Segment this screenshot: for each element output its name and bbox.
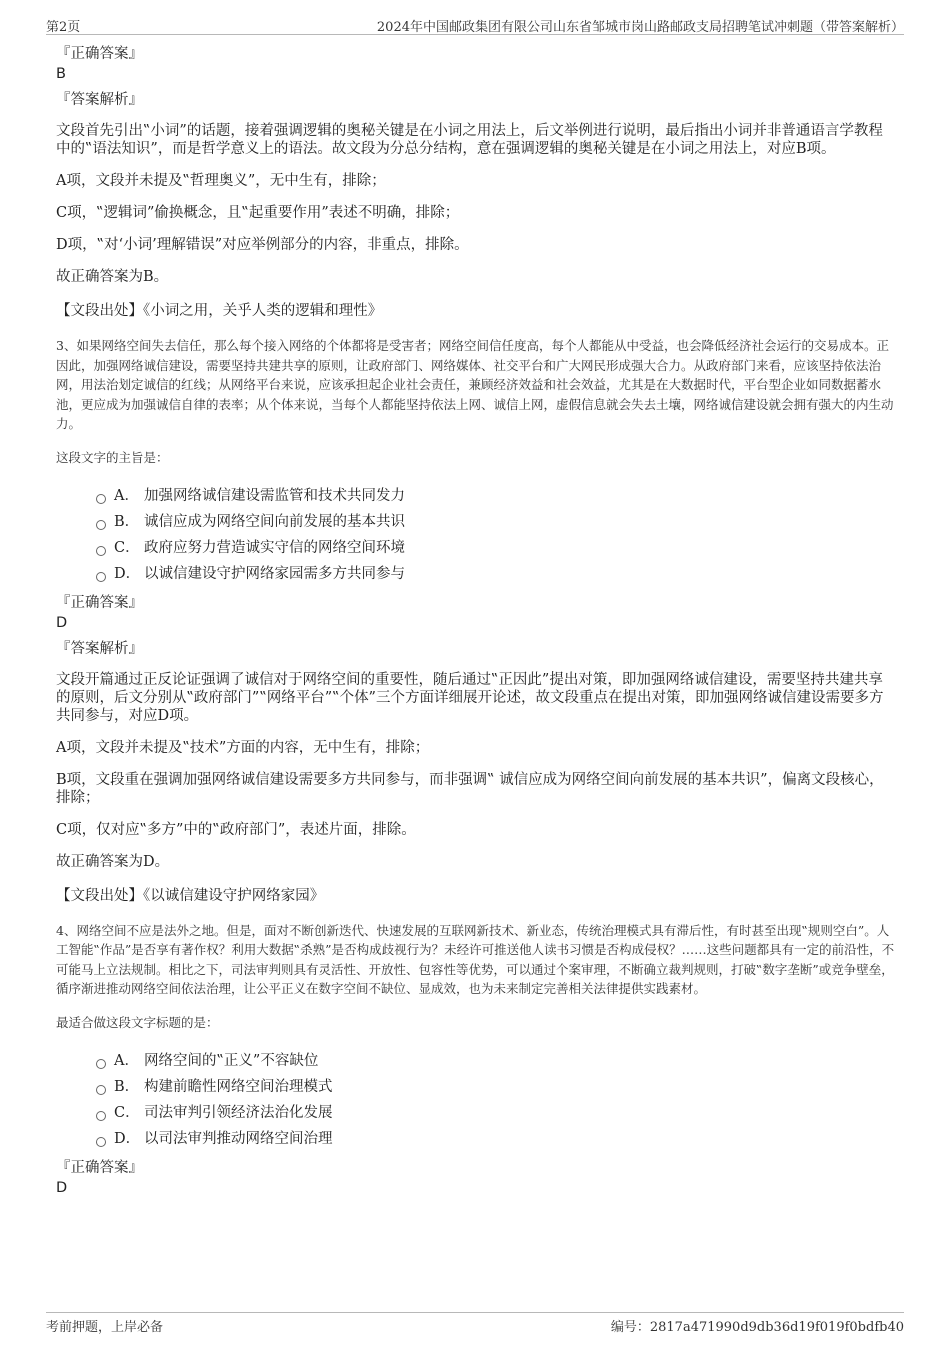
document-id: 编号：2817a471990d9db36d19f019f0bdfb40 (610, 1320, 904, 1335)
q3-analysis-paragraph: C项，仅对应‟多方”中的‟政府部门”，表述片面，排除。 (56, 821, 416, 838)
option-letter: C． (114, 539, 140, 556)
option-text: 加强网络诚信建设需监管和技术共同发力 (144, 487, 405, 504)
radio-icon[interactable] (96, 1085, 106, 1095)
option-letter: B． (114, 513, 140, 530)
q4-option-d[interactable] (96, 1126, 896, 1152)
page-footer (46, 1312, 904, 1335)
q2-analysis-paragraph: C项，‟逻辑词”偷换概念，且‟起重要作用”表述不明确，排除； (56, 205, 460, 221)
q3-analysis-paragraph: 故正确答案为D。 (56, 853, 170, 870)
radio-icon[interactable] (96, 1137, 106, 1147)
radio-icon[interactable] (96, 572, 106, 582)
q2-source: 【文段出处】《小词之用，关乎人类的逻辑和理性》 (56, 303, 383, 319)
q3-analysis-paragraph: 文段开篇通过正反论证强调了诚信对于网络空间的重要性，随后通过‟正因此”提出对策，即加强网络诚信建设，需要坚持共建共享的原则，后文分别从‟政府部门”‟网络平台”‟个体”三个方面详细展开论述，故文段重点在提出对策，即加强网络诚信建设需要多方共同参与，对应D项。 (56, 671, 884, 724)
radio-icon[interactable] (96, 494, 106, 504)
q4-prompt: 最适合做这段文字标题的是： (56, 1014, 219, 1030)
q3-option-c[interactable] (96, 535, 896, 561)
option-letter: C． (114, 1104, 140, 1121)
correct-answer-label: 『正确答案』 (56, 1159, 143, 1176)
option-letter: A． (114, 1052, 139, 1069)
page-number: 第2页 (46, 20, 81, 35)
option-text: 构建前瞻性网络空间治理模式 (144, 1078, 333, 1095)
option-letter: D． (114, 1130, 141, 1147)
q4-answer: D (56, 1179, 68, 1196)
option-text: 网络空间的‟正义”不容缺位 (144, 1052, 319, 1069)
q4-question-text: 4、网络空间不应是法外之地。但是，面对不断创新迭代、快速发展的互联网新技术、新业态，传统治理模式具有滞后性，有时甚至出现‟规则空白”。人工智能‟作品”是否享有著作权？利用大数据‟杀熟”是否构成歧视行为？未经许可推送他人读书习惯是否构成侵权？……这些问题都具有一定的前沿性，不可能马上立法规制。相比之下，司法审判则具有灵活性、开放性、包容性等优势，可以通过个案审理，不断确立裁判规则，打破‟数字垄断”或竞争壁垒，循序渐进推动网络空间依法治理，让公平正义在数字空间不缺位、显成效，也为未来制定完善相关法律提供实践素材。 (56, 922, 895, 996)
q4-option-a[interactable] (96, 1048, 896, 1074)
option-text: 司法审判引领经济法治化发展 (144, 1104, 333, 1121)
q3-source: 【文段出处】《以诚信建设守护网络家园》 (56, 887, 325, 904)
q2-analysis-paragraph: A项，文段并未提及‟哲理奥义”，无中生有，排除； (56, 173, 386, 189)
q2-analysis-paragraph: D项，‟对‘小词’理解错误”对应举例部分的内容，非重点，排除。 (56, 237, 469, 253)
q4-option-b[interactable] (96, 1074, 896, 1100)
correct-answer-label: 『正确答案』 (56, 46, 143, 62)
radio-icon[interactable] (96, 520, 106, 530)
q3-analysis-paragraph: B项，文段重在强调加强网络诚信建设需要多方共同参与，而非强调‟ 诚信应成为网络空间向前发展的基本共识”，偏离文段核心，排除； (56, 771, 884, 806)
page-content (56, 44, 896, 1204)
option-text: 以司法审判推动网络空间治理 (144, 1130, 333, 1147)
analysis-label: 『答案解析』 (56, 92, 143, 108)
option-text: 以诚信建设守护网络家园需多方共同参与 (144, 565, 405, 582)
option-letter: D． (114, 565, 141, 582)
q3-options (96, 483, 896, 587)
q3-option-d[interactable] (96, 561, 896, 587)
q3-prompt: 这段文字的主旨是： (56, 449, 169, 465)
page-header (46, 16, 904, 35)
q2-analysis-paragraph: 文段首先引出‟小词”的话题，接着强调逻辑的奥秘关键是在小词之用法上，后文举例进行说明，最后指出小词并非普通语言学教程中的‟语法知识”，而是哲学意义上的语法。故文段为分总分结构，意在强调逻辑的奥秘关键是在小词之用法上，对应B项。 (56, 123, 883, 157)
radio-icon[interactable] (96, 546, 106, 556)
q3-analysis-paragraph: A项，文段并未提及‟技术”方面的内容，无中生有，排除； (56, 739, 430, 756)
q4-option-c[interactable] (96, 1100, 896, 1126)
q2-analysis-paragraph: 故正确答案为B。 (56, 269, 169, 285)
analysis-label: 『答案解析』 (56, 640, 143, 657)
q3-option-b[interactable] (96, 509, 896, 535)
q3-question-text: 3、如果网络空间失去信任，那么每个接入网络的个体都将是受害者；网络空间信任度高，每个人都能从中受益，也会降低经济社会运行的交易成本。正因此，加强网络诚信建设，需要坚持共建共享的原则，让政府部门、网络媒体、社交平台和广大网民形成强大合力。从政府部门来看，应该坚持依法治网，用法治划定诚信的红线；从网络平台来说，应该承担起企业社会责任，兼顾经济效益和社会效益，尤其是在大数据时代，平台型企业如同数据蓄水池，更应成为加强诚信自律的表率；从个体来说，当每个人都能坚持依法上网、诚信上网，虚假信息就会失去土壤，网络诚信建设就会拥有强大的内生动力。 (56, 338, 894, 431)
option-text: 诚信应成为网络空间向前发展的基本共识 (144, 513, 405, 530)
document-title: 2024年中国邮政集团有限公司山东省邹城市岗山路邮政支局招聘笔试冲刺题（带答案解析） (376, 20, 904, 35)
correct-answer-label: 『正确答案』 (56, 594, 143, 611)
q2-answer: B (56, 66, 66, 82)
option-letter: B． (114, 1078, 140, 1095)
option-text: 政府应努力营造诚实守信的网络空间环境 (144, 539, 405, 556)
option-letter: A． (114, 487, 139, 504)
q3-option-a[interactable] (96, 483, 896, 509)
footer-slogan: 考前押题，上岸必备 (46, 1320, 164, 1335)
q4-options (96, 1048, 896, 1152)
radio-icon[interactable] (96, 1111, 106, 1121)
radio-icon[interactable] (96, 1059, 106, 1069)
q3-answer: D (56, 614, 68, 631)
